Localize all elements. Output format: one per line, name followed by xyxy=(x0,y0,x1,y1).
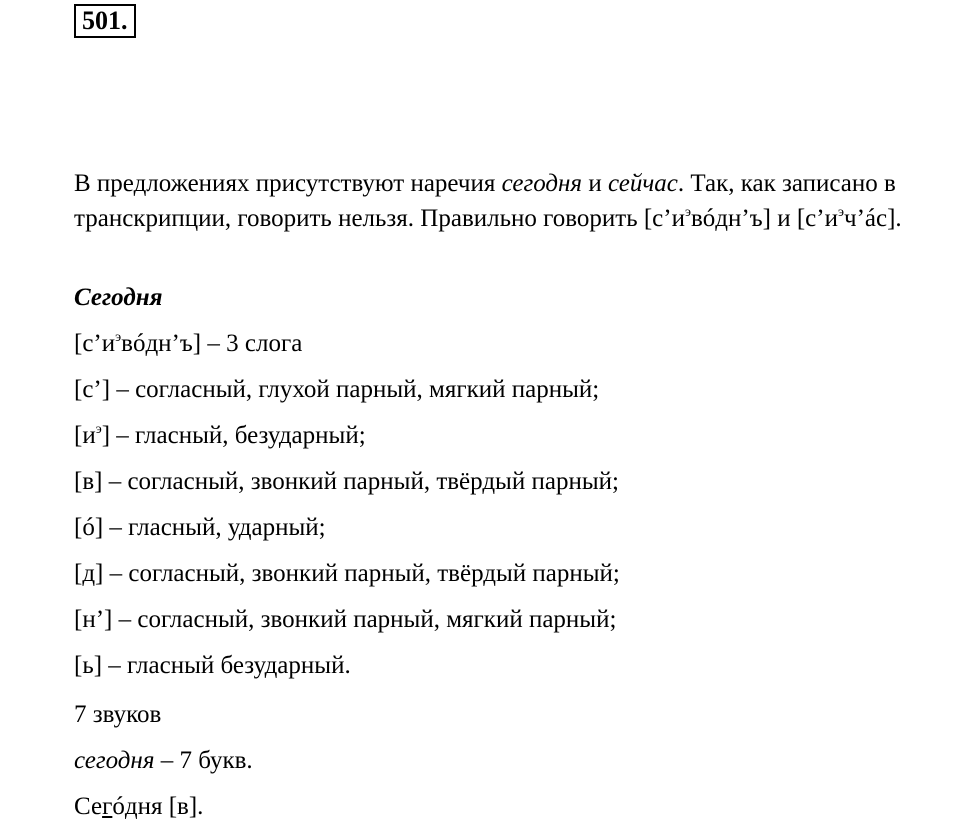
letter-count-rest: – 7 букв. xyxy=(154,747,253,774)
transcription-superscript: э xyxy=(115,330,122,345)
letter-count-line xyxy=(74,746,253,776)
transcription-part-a: [с’и xyxy=(74,330,116,357)
analysis-heading: Сегодня xyxy=(74,284,163,311)
intro-paragraph xyxy=(0,166,960,240)
sound-n-line: [н’] – согласный, звонкий парный, мягкий парный; xyxy=(74,606,617,633)
intro-text-3: . Так, как записано в транскрипции, говорить нельзя. Правильно говорить [с’и xyxy=(74,170,896,232)
sound-s-line: [с’] – согласный, глухой парный, мягкий парный; xyxy=(74,376,600,403)
intro-text-1: В предложениях присутствуют наречия xyxy=(74,170,502,197)
sound-i-part-a: [и xyxy=(74,422,96,449)
sound-i-superscript: э xyxy=(95,422,102,437)
intro-text-2: и xyxy=(582,170,608,197)
letter-count-word: сегодня xyxy=(74,747,155,774)
sound-count-line: 7 звуков xyxy=(74,701,162,728)
intro-superscript-2: э xyxy=(838,205,845,220)
sound-v-line: [в] – согласный, звонкий парный, твёрдый парный; xyxy=(74,468,619,495)
intro-text-5: ч’áс]. xyxy=(844,205,902,232)
intro-word-seychas: сейчас xyxy=(607,170,678,197)
sound-yer-line: [ь] – гласный безударный. xyxy=(74,652,351,679)
intro-superscript-1: э xyxy=(684,205,691,220)
sound-i-line xyxy=(74,421,366,455)
spelling-underlined-letter: г xyxy=(102,793,113,820)
spelling-part-a: Се xyxy=(74,793,103,820)
spelling-part-b: óдня [в]. xyxy=(112,793,204,820)
sound-d-line: [д] – согласный, звонкий парный, твёрдый парный; xyxy=(74,560,620,587)
exercise-number: 501. xyxy=(74,4,136,38)
transcription-line xyxy=(74,329,302,363)
sound-i-part-b: ] – гласный, безударный; xyxy=(101,422,366,449)
intro-word-segodnya: сегодня xyxy=(501,170,583,197)
spelling-line xyxy=(74,792,203,822)
sound-o-line: [ó] – гласный, ударный; xyxy=(74,514,326,541)
intro-text-4: вóдн’ъ] и [с’и xyxy=(691,205,838,232)
transcription-part-b: вóдн’ъ] – 3 слога xyxy=(121,330,303,357)
